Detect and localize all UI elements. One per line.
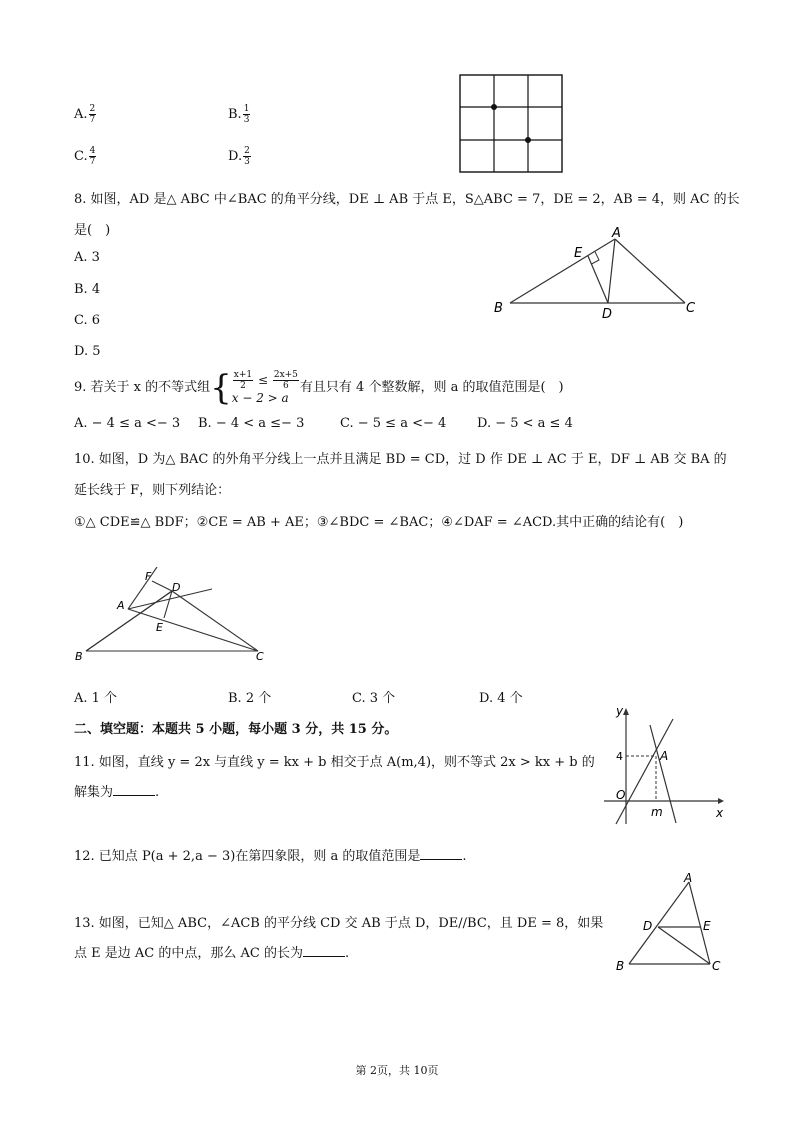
page-footer: 第 2页，共 10页	[355, 1064, 439, 1077]
fraction: $\frac{4}{7}$	[89, 146, 96, 167]
point-label-d: D	[602, 307, 613, 322]
point-label-a: A	[117, 599, 125, 612]
inequality-system: $\frac{x+1}{2}$ ≤ $\frac{2x+5}{6}$ x − 2 > a	[231, 370, 298, 405]
point-label-e: E	[574, 246, 583, 261]
q8-triangle-figure	[490, 225, 705, 325]
point-label-b: B	[494, 301, 503, 316]
q9-option-d: D. − 5 < a ≤ 4	[477, 416, 573, 431]
point-label-b: B	[616, 959, 625, 973]
q8-stem-line2: 是( )	[74, 223, 111, 238]
q7-option-b: B. $\frac{1}{3}$	[228, 104, 250, 125]
origin-label: O	[616, 788, 626, 802]
axis-label-x: x	[716, 806, 724, 820]
point-label-b: B	[75, 650, 83, 663]
q8-option-d: D. 5	[74, 344, 101, 359]
q9-option-a: A. − 4 ≤ a <− 3	[74, 416, 181, 431]
q10-stem-line3: ①△ CDE≌△ BDF；②CE = AB + AE；③∠BDC = ∠BAC；④∠DAF = ∠ACD.其中正确的结论有( )	[74, 515, 684, 530]
point-label-d: D	[643, 919, 653, 933]
q7-option-d: D. $\frac{2}{3}$	[228, 146, 250, 167]
point-label-c: C	[256, 650, 264, 663]
q10-option-d: D. 4 个	[479, 691, 523, 706]
q9-option-b: B. − 4 < a ≤− 3	[198, 416, 305, 431]
tick-label-m: m	[651, 805, 663, 819]
answer-blank	[303, 946, 345, 957]
point-label-e: E	[703, 919, 711, 933]
q13-stem-line2: 点 E 是边 AC 的中点，那么 AC 的长为 .	[74, 946, 350, 961]
point-label-c: C	[712, 959, 721, 973]
q10-option-c: C. 3 个	[352, 691, 396, 706]
q13-triangle-figure	[612, 872, 732, 977]
q8-option-b: B. 4	[74, 282, 101, 297]
q10-figure	[72, 567, 277, 664]
q9-stem: 9. 若关于 x 的不等式组{ $\frac{x+1}{2}$ ≤ $\frac{2x+5}{6}$ x − 2 > a 有且只有 4 个整数解，则 a 的取值范围是( )	[74, 368, 564, 408]
point-label-c: C	[686, 301, 696, 316]
answer-blank	[420, 849, 462, 860]
point-label-a: A	[660, 749, 669, 763]
q12-stem: 12. 已知点 P(a + 2,a − 3)在第四象限，则 a 的取值范围是 .	[74, 849, 467, 864]
point-label-a: A	[612, 226, 621, 241]
q9-option-c: C. − 5 ≤ a <− 4	[340, 416, 447, 431]
brace: {	[210, 368, 232, 408]
q10-stem-line2: 延长线于 F，则下列结论：	[74, 483, 231, 498]
q7-option-a: A. $\frac{2}{7}$	[74, 104, 96, 125]
q8-stem-line1: 8. 如图，AD 是△ ABC 中∠BAC 的角平分线，DE ⊥ AB 于点 E，S△ABC = 7，DE = 2，AB = 4，则 AC 的长	[74, 192, 740, 207]
q7-grid-figure	[458, 74, 564, 174]
q10-option-a: A. 1 个	[74, 691, 118, 706]
q10-stem-line1: 10. 如图，D 为△ BAC 的外角平分线上一点并且满足 BD = CD，过 D 作 DE ⊥ AC 于 E，DF ⊥ AB 交 BA 的	[74, 452, 727, 467]
grid-point	[525, 137, 531, 143]
point-label-f: F	[145, 570, 152, 583]
section-heading: 二、填空题：本题共 5 小题，每小题 3 分，共 15 分。	[74, 722, 398, 737]
tick-label-4: 4	[616, 750, 623, 763]
fraction: $\frac{1}{3}$	[243, 104, 250, 125]
axis-label-y: y	[616, 704, 624, 718]
q11-coordinate-figure	[600, 703, 730, 828]
q8-option-c: C. 6	[74, 313, 101, 328]
q10-option-b: B. 2 个	[228, 691, 272, 706]
grid-point	[491, 104, 497, 110]
q7-option-c: C. $\frac{4}{7}$	[74, 146, 96, 167]
point-label-a: A	[684, 872, 693, 885]
answer-blank	[113, 785, 155, 796]
q11-stem-line1: 11. 如图，直线 y = 2x 与直线 y = kx + b 相交于点 A(m,4)，则不等式 2x > kx + b 的	[74, 755, 595, 770]
point-label-e: E	[156, 621, 163, 634]
fraction: $\frac{2}{3}$	[244, 146, 250, 167]
point-label-d: D	[172, 581, 181, 594]
q11-stem-line2: 解集为 .	[74, 785, 160, 800]
q8-option-a: A. 3	[74, 250, 100, 265]
fraction: $\frac{2}{7}$	[89, 104, 96, 125]
q13-stem-line1: 13. 如图，已知△ ABC，∠ACB 的平分线 CD 交 AB 于点 D，DE//BC，且 DE = 8，如果	[74, 916, 604, 931]
